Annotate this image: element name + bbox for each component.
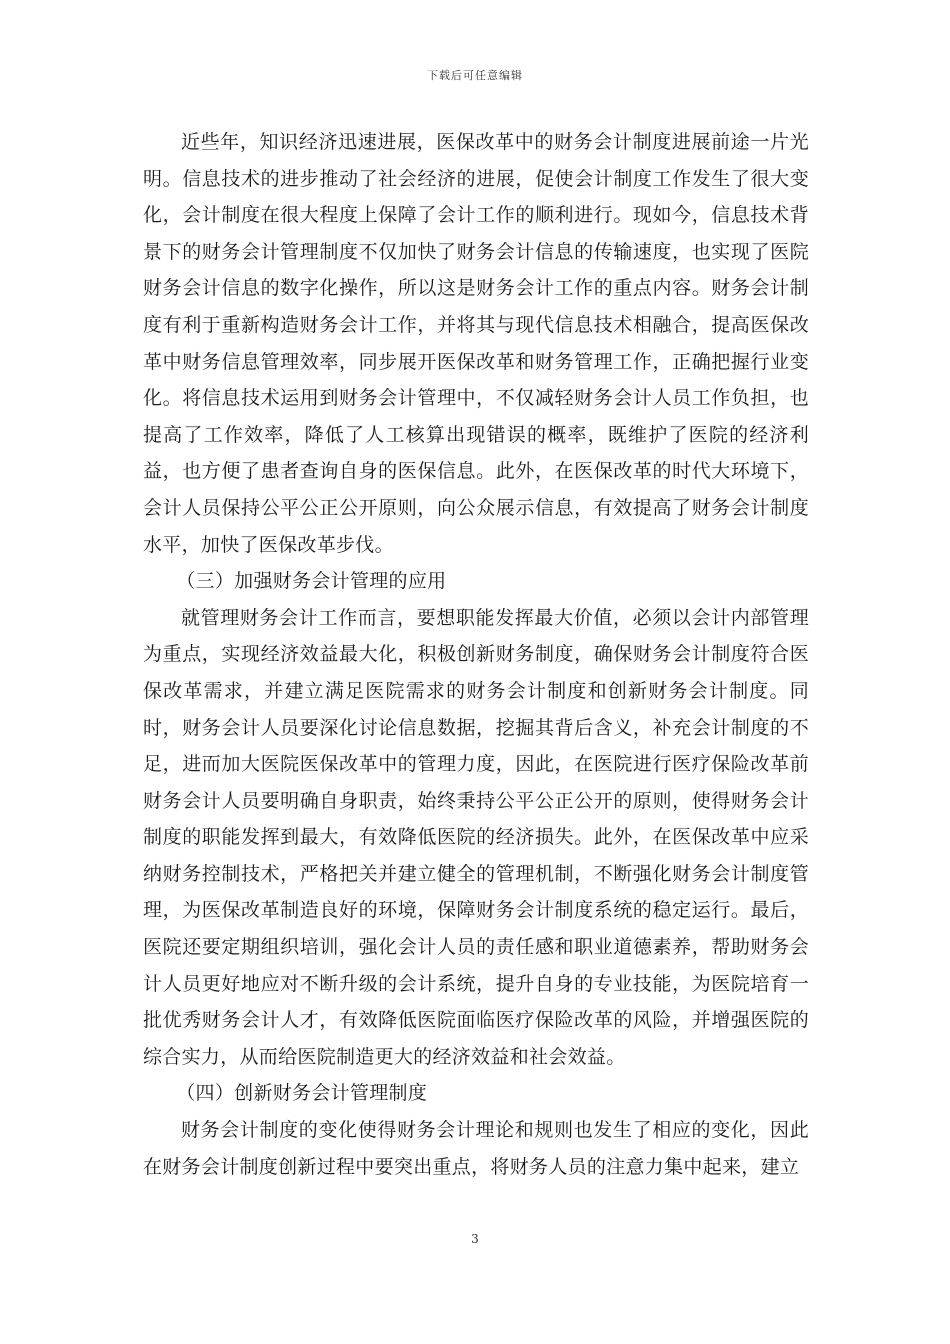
- section-heading-4: （四）创新财务会计管理制度: [176, 1082, 428, 1105]
- section-heading-3: （三）加强财务会计管理的应用: [176, 570, 447, 593]
- paragraph-2: 就管理财务会计工作而言，要想职能发挥最大价值，必须以会计内部管理为重点，实现经济效益最大化，积极创新财务制度，确保财务会计制度符合医保改革需求，并建立满足医院需求的财务会计制度和创新财务会计制度。同时，财务会计人员要深化讨论信息数据，挖掘其背后含义，补充会计制度的不足，进而加大医院医保改革中的管理力度，因此，在医院进行医疗保险改革前财务会计人员要明确自身职责，始终秉持公平公正公开的原则，使得财务会计制度的职能发挥到最大，有效降低医院的经济损失。此外，在医保改革中应采纳财务控制技术，严格把关并建立健全的管理机制，不断强化财务会计制度管理，为医保改革制造良好的环境，保障财务会计制度系统的稳定运行。最后，医院还要定期组织培训，强化会计人员的责任感和职业道德素养，帮助财务会计人员更好地应对不断升级的会计系统，提升自身的专业技能，为医院培育一批优秀财务会计人才，有效降低医院面临医疗保险改革的风险，并增强医院的综合实力，从而给医院制造更大的经济效益和社会效益。: [143, 606, 809, 1068]
- page-number: 3: [471, 1232, 479, 1246]
- document-body: [143, 124, 809, 1185]
- paragraph-1: 近些年，知识经济迅速进展，医保改革中的财务会计制度进展前途一片光明。信息技术的进步推动了社会经济的进展，促使会计制度工作发生了很大变化，会计制度在很大程度上保障了会计工作的顺利进行。现如今，信息技术背景下的财务会计管理制度不仅加快了财务会计信息的传输速度，也实现了医院财务会计信息的数字化操作，所以这是财务会计工作的重点内容。财务会计制度有利于重新构造财务会计工作，并将其与现代信息技术相融合，提高医保改革中财务信息管理效率，同步展开医保改革和财务管理工作，正确把握行业变化。将信息技术运用到财务会计管理中，不仅减轻财务会计人员工作负担，也提高了工作效率，降低了人工核算出现错误的概率，既维护了医院的经济利益，也方便了患者查询自身的医保信息。此外，在医保改革的时代大环境下，会计人员保持公平公正公开原则，向公众展示信息，有效提高了财务会计制度水平，加快了医保改革步伐。: [143, 131, 809, 556]
- paragraph-3: 财务会计制度的变化使得财务会计理论和规则也发生了相应的变化，因此在财务会计制度创新过程中要突出重点，将财务人员的注意力集中起来，建立: [143, 1119, 809, 1178]
- page-header: 下载后可任意编辑: [427, 69, 523, 82]
